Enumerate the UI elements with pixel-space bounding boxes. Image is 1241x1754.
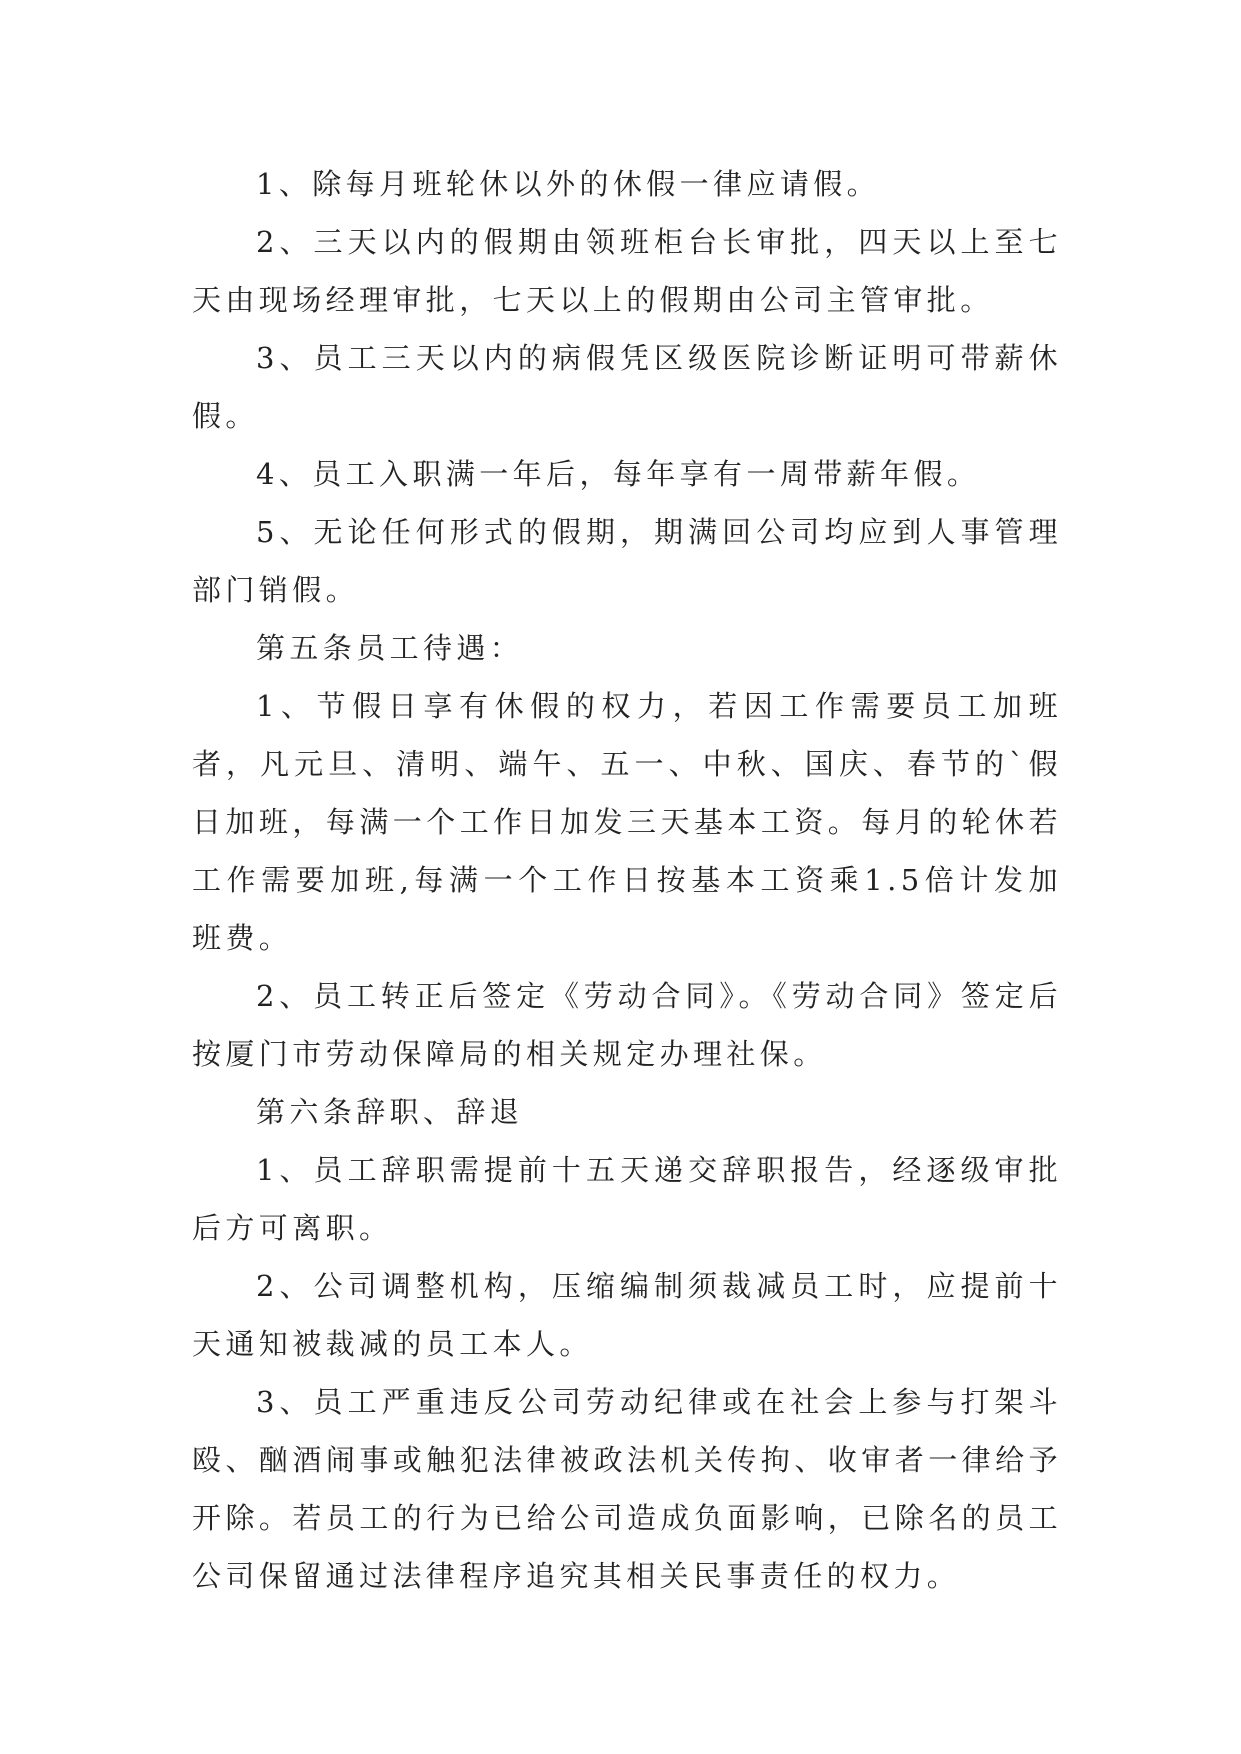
paragraph-leave-rule-2: 2、三天以内的假期由领班柜台长审批，四天以上至七天由现场经理审批，七天以上的假期由公司主管审批。 [192, 225, 1062, 317]
paragraph-leave-rule-3: 3、员工三天以内的病假凭区级医院诊断证明可带薪休假。 [192, 341, 1062, 433]
paragraph-resignation-rule-2: 2、公司调整机构，压缩编制须裁减员工时，应提前十天通知被裁减的员工本人。 [192, 1269, 1062, 1361]
paragraph-leave-rule-5: 5、无论任何形式的假期，期满回公司均应到人事管理部门销假。 [192, 515, 1062, 607]
paragraph-benefit-rule-1: 1、节假日享有休假的权力，若因工作需要员工加班者，凡元旦、清明、端午、五一、中秋、国庆、春节的`假日加班，每满一个工作日加发三天基本工资。每月的轮休若工作需要加班,每满一个工作日按基本工资乘1.5倍计发加班费。 [192, 689, 1062, 955]
paragraph-leave-rule-4: 4、员工入职满一年后，每年享有一周带薪年假。 [256, 457, 981, 491]
paragraph-leave-rule-1: 1、除每月班轮休以外的休假一律应请假。 [256, 167, 881, 201]
document-body [192, 155, 1062, 1605]
paragraph-resignation-rule-3: 3、员工严重违反公司劳动纪律或在社会上参与打架斗殴、酗酒闹事或触犯法律被政法机关传拘、收审者一律给予开除。若员工的行为已给公司造成负面影响，已除名的员工公司保留通过法律程序追究其相关民事责任的权力。 [192, 1385, 1062, 1593]
paragraph-benefit-rule-2: 2、员工转正后签定《劳动合同》。《劳动合同》签定后按厦门市劳动保障局的相关规定办理社保。 [192, 979, 1062, 1071]
paragraph-resignation-rule-1: 1、员工辞职需提前十五天递交辞职报告，经逐级审批后方可离职。 [192, 1153, 1062, 1245]
section-heading-article-5: 第五条员工待遇： [256, 631, 524, 665]
section-heading-article-6: 第六条辞职、辞退 [256, 1095, 524, 1129]
